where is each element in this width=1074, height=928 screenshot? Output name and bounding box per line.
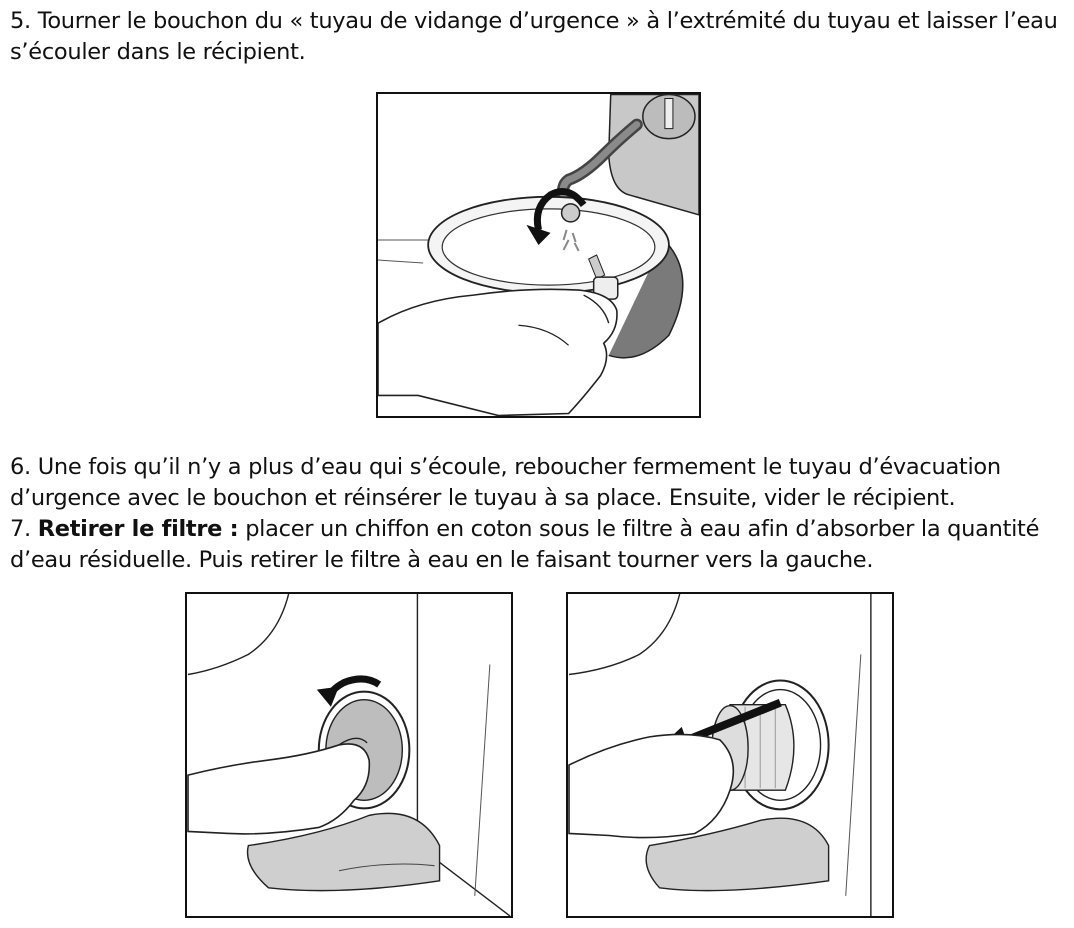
- step-6-text: 6. Une fois qu’il n’y a plus d’eau qui s’écoule, reboucher fermement le tuyau d’évacuation d’urgence avec le bouchon et réinsérer le tuyau à sa place. Ensuite, vider le récipient.: [10, 454, 1001, 511]
- filter-remove-illustration: [566, 592, 894, 918]
- filter-rotate-icon: [187, 594, 511, 916]
- step-7-number: 7.: [10, 516, 38, 542]
- filter-remove-icon: [568, 594, 892, 916]
- drain-hose-icon: [378, 94, 699, 416]
- step-5-text: 5. Tourner le bouchon du « tuyau de vidange d’urgence » à l’extrémité du tuyau et laisser l’eau s’écouler dans le récipient.: [10, 8, 1058, 65]
- filter-rotate-illustration: [185, 592, 513, 918]
- drain-hose-illustration: [376, 92, 701, 418]
- step-7-heading: Retirer le filtre :: [37, 516, 239, 542]
- step-7-body: placer un chiffon en coton sous le filtre à eau afin d’absorber la quantité d’eau résiduelle. Puis retirer le filtre à eau en le faisant tourner vers la gauche.: [10, 516, 1040, 573]
- step-7-text: [10, 514, 1070, 576]
